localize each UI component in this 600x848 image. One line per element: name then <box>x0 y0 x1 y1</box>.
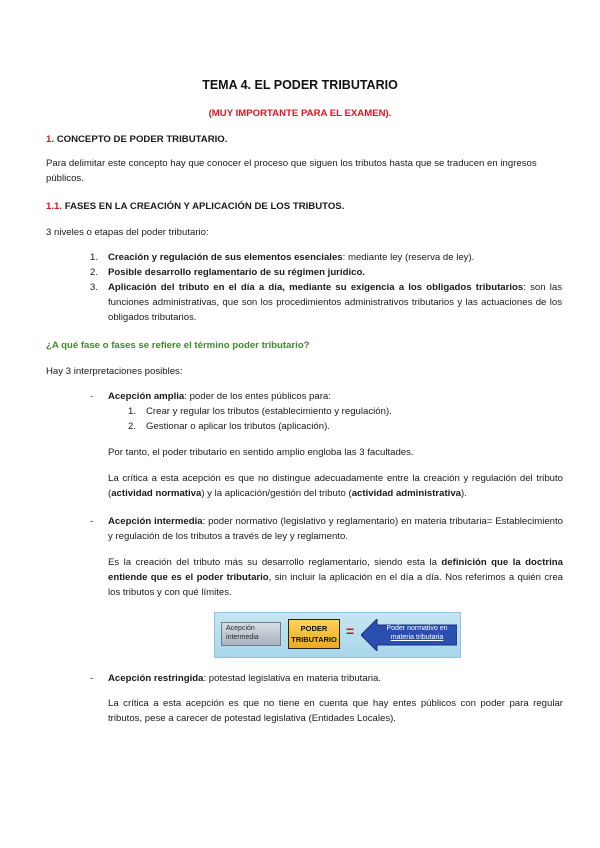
poder-normativo-label: Poder normativo en materia tributaria <box>386 625 448 641</box>
poder-tributario-diagram <box>214 612 461 658</box>
section-1-paragraph: Para delimitar este concepto hay que conocer el proceso que siguen los tributos hasta que se traducen en ingresos públicos. <box>46 158 537 184</box>
bullet-dash: - <box>90 391 94 402</box>
list-item-number: 2. <box>90 267 99 278</box>
list-item-text: Creación y regulación de sus elementos esenciales: mediante ley (reserva de ley). <box>108 252 475 263</box>
interpretations-intro: Hay 3 interpretaciones posibles: <box>46 366 183 377</box>
list-item-number: 1. <box>90 252 99 263</box>
amplia-definition: Acepción amplia: poder de los entes públicos para: <box>108 391 331 402</box>
amplia-paragraph-1: Por tanto, el poder tributario en sentido amplio engloba las 3 facultades. <box>108 447 414 458</box>
acepcion-intermedia-box: Acepción intermedia <box>221 622 281 646</box>
list-item <box>90 251 562 266</box>
list-item-number: 3. <box>90 282 99 293</box>
poder-tributario-box: PODER TRIBUTARIO <box>288 619 340 649</box>
list-item <box>90 281 562 323</box>
question-heading: ¿A qué fase o fases se refiere el término poder tributario? <box>46 340 310 351</box>
restringida-critique: La crítica a esta acepción es que no tiene en cuenta que hay entes públicos con poder para regular tributos, pese a carecer de potestad legislativa (Entidades Locales). <box>108 698 563 724</box>
section-1-number: 1. <box>46 134 55 145</box>
bullet-dash: - <box>90 673 94 684</box>
section-11-title: FASES EN LA CREACIÓN Y APLICACIÓN DE LOS TRIBUTOS. <box>64 201 345 212</box>
section-11-heading <box>46 200 344 215</box>
amplia-sub-item: 2. Gestionar o aplicar los tributos (aplicación). <box>128 421 330 432</box>
list-item-text: Aplicación del tributo en el día a día, mediante su exigencia a los obligados tributarios: son las funciones administrativas, que son los procedimientos administrativos tributarios y las actuaciones de los obligados tributarios. <box>108 282 562 323</box>
page-subtitle: (MUY IMPORTANTE PARA EL EXAMEN). <box>208 108 392 119</box>
amplia-critique: La crítica a esta acepción es que no distingue adecuadamente entre la creación y regulación del tributo (actividad normativa) y la aplicación/gestión del tributo (actividad administrativa). <box>108 473 563 499</box>
section-11-intro: 3 niveles o etapas del poder tributario: <box>46 227 209 238</box>
amplia-sub-item: 1. Crear y regular los tributos (establecimiento y regulación). <box>128 406 392 417</box>
list-item <box>90 266 562 281</box>
list-item-text: Posible desarrollo reglamentario de su régimen jurídico. <box>108 267 365 278</box>
section-1-title: CONCEPTO DE PODER TRIBUTARIO. <box>56 134 228 145</box>
equals-sign: = <box>346 623 355 639</box>
section-1-heading <box>46 133 227 148</box>
intermedia-paragraph: Es la creación del tributo más su desarrollo reglamentario, siendo esta la definición que la doctrina entiende que es el poder tributario, sin incluir la aplicación en el día a día. Nos referimos a quién crea los tributos y con qué límites. <box>108 557 563 598</box>
page-title: TEMA 4. EL PODER TRIBUTARIO <box>202 78 398 92</box>
bullet-dash: - <box>90 516 94 527</box>
restringida-definition: Acepción restringida: potestad legislativa en materia tributaria. <box>108 673 382 684</box>
section-11-number: 1.1. <box>46 201 63 212</box>
intermedia-definition: Acepción intermedia: poder normativo (legislativo y reglamentario) en materia tributaria= Establecimiento y regulación de los tributos a través de ley y reglamento. <box>108 516 563 542</box>
